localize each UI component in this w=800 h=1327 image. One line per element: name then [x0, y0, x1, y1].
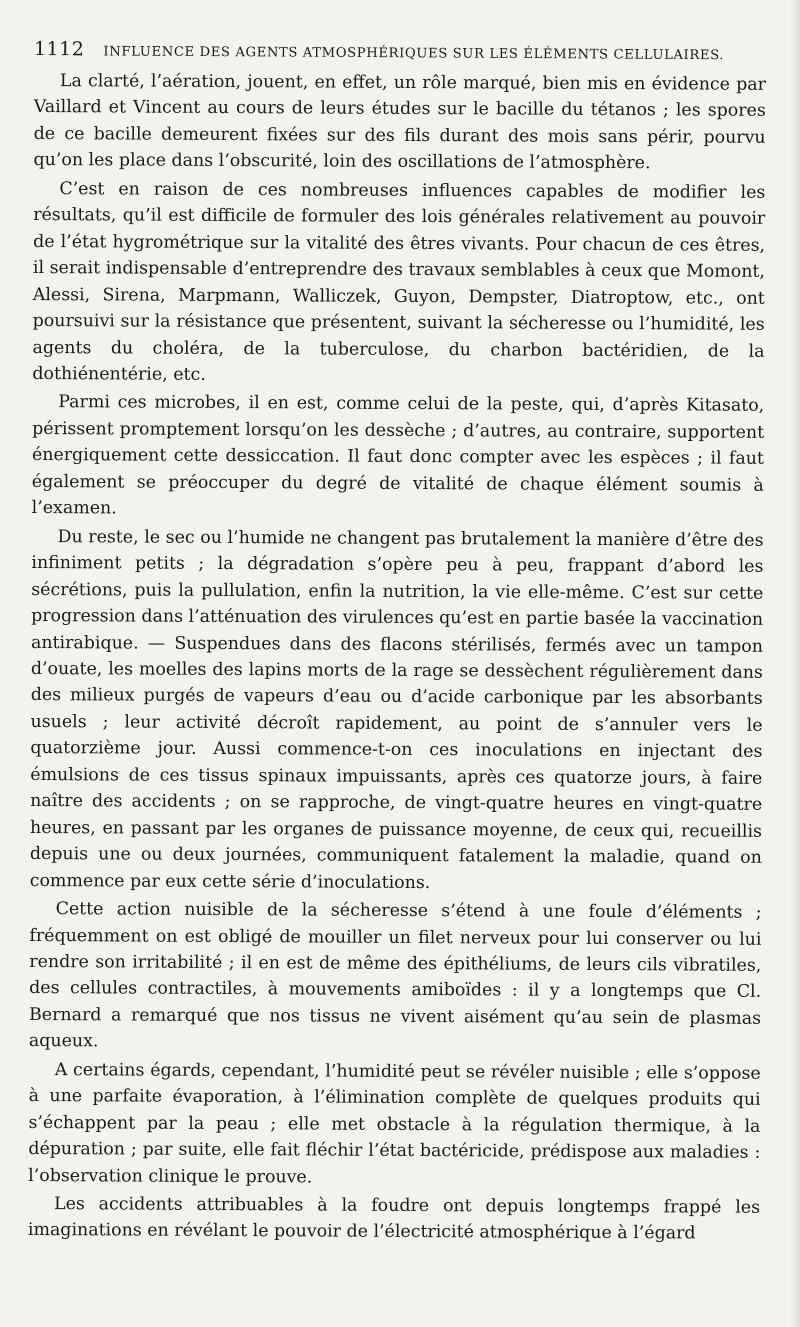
paragraph: Parmi ces microbes, il en est, comme celui de la peste, qui, d’après Kitasato, périssent promptement lorsqu’on les dessèche ; d’autres, au contraire, supportent énergiquement cette dessiccation. Il faut donc compter avec les espèces ; il faut également se préoccuper du degré de vitalité de chaque élément soumis à l’examen.	[31, 392, 765, 519]
paragraph: Du reste, le sec ou l’humide ne changent pas brutalement la manière d’être des infiniment petits ; la dégradation s’opère peu à peu, frappant d’abord les sécrétions, puis la pullulation, enfin la nutrition, la vie elle-même. C’est sur cette progression dans l’atténuation des virulences qu’est en partie basée la vaccination antirabique. — Suspendues dans des flacons stérilisés, fermés avec un tampon d’ouate, les moelles des lapins morts de la rage se dessèchent régulièrement dans des milieux purgés de vapeurs d’eau ou d’acide carbonique par les absorbants usuels ; leur activité décroît rapidement, au point de s’annuler vers le quatorzième jour. Aussi commence-t-on ces inoculations en injectant des émulsions de ces tissus spinaux impuissants, après ces quatorze jours, à faire naître des accidents ; on se rapproche, de vingt-quatre heures en vingt-quatre heures, en passant par les organes de puissance moyenne, de ceux qui, recueillis depuis une ou deux journées, communiquent fatalement la maladie, quand on commence par eux cette série d’inoculations.	[29, 526, 764, 893]
body-text	[28, 68, 766, 1250]
running-title: INFLUENCE DES AGENTS ATMOSPHÉRIQUES SUR LES ÉLÉMENTS CELLULAIRES.	[103, 44, 725, 64]
paragraph: Cette action nuisible de la sécheresse s’étend à une foule d’éléments ; fréquemment on est obligé de mouiller un filet nerveux pour lui conserver ou lui rendre son irritabilité ; il en est de même des épithéliums, de leurs cils vibratiles, des cellules contractiles, à mouvements amiboïdes : il y a longtemps que Cl. Bernard a remarqué que nos tissus ne vivent aisément qu’au sein de plasmas aqueux.	[28, 899, 762, 1052]
paragraph: Les accidents attribuables à la foudre ont depuis longtemps frappé les imaginations en révélant le pouvoir de l’électricité atmosphérique à l’égard	[27, 1194, 761, 1244]
page-number: 1112	[33, 38, 85, 61]
page-edge-shadow	[790, 0, 800, 1327]
paragraph: C’est en raison de ces nombreuses influences capables de modifier les résultats, qu’il est difficile de formuler des lois générales relativement au pouvoir de l’état hygrométrique sur la vitalité des êtres vivants. Pour chacun de ces êtres, il serait indispensable d’entreprendre des travaux semblables à ceux que Momont, Alessi, Sirena, Marpmann, Walliczek, Guyon, Dempster, Diatroptow, etc., ont poursuivi sur la résistance que présentent, suivant la sécheresse ou l’humidité, les agents du choléra, de la tuberculose, du charbon bactéridien, de la dothiénentérie, etc.	[32, 178, 766, 385]
running-header	[34, 38, 764, 64]
paragraph: La clarté, l’aération, jouent, en effet, un rôle marqué, bien mis en évidence par Vaillard et Vincent au cours de leurs études sur le bacille du tétanos ; les spores de ce bacille demeurent fixées sur des fils durant des mois sans périr, pourvu qu’on les place dans l’obscurité, loin des oscillations de l’atmosphère.	[33, 71, 766, 174]
paragraph: A certains égards, cependant, l’humidité peut se révéler nuisible ; elle s’oppose à une parfaite évaporation, à l’élimination complète de quelques produits qui s’échappent par la peau ; elle met obstacle à la régulation thermique, à la dépuration ; par suite, elle fait fléchir l’état bactéricide, prédispose aux maladies : l’observation clinique le prouve.	[28, 1059, 761, 1188]
